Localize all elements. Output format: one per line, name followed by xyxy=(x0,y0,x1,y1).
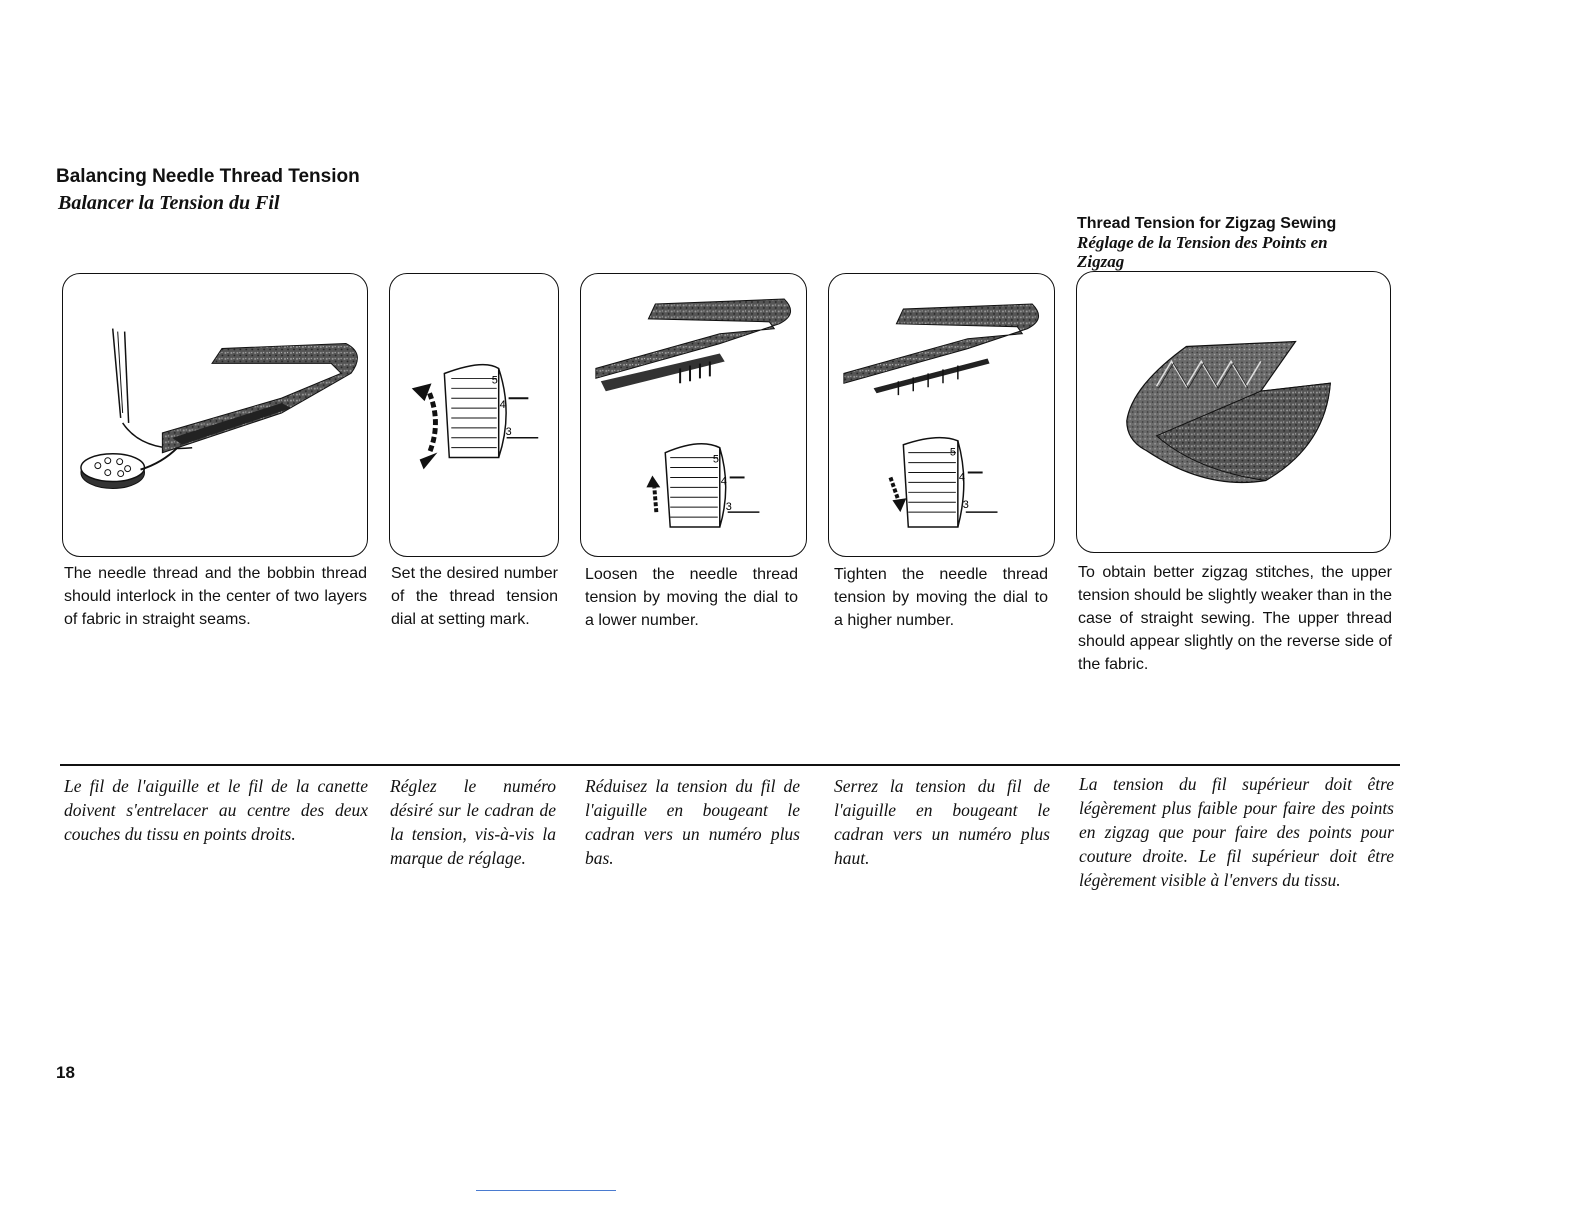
caption-fr: Réglez le numéro désiré sur le cadran de la tension, vis-à-vis la marque de réglage. xyxy=(390,776,556,868)
caption-fr: Le fil de l'aiguille et le fil de la canette doivent s'entrelacer au centre des deux couches du tissu en points droits. xyxy=(64,776,368,844)
dial-number: 4 xyxy=(499,399,506,412)
double-arrow-icon xyxy=(412,383,438,469)
caption-en: The needle thread and the bobbin thread should interlock in the center of two layers of fabric in straight seams. xyxy=(64,565,367,628)
dial-number: 5 xyxy=(949,446,956,459)
arrow-down-icon xyxy=(890,477,906,512)
zigzag-fabric-illustration xyxy=(1076,271,1391,553)
page-title: Balancing Needle Thread Tension xyxy=(56,166,360,187)
tension-dial-icon xyxy=(665,444,759,527)
tension-dial-icon xyxy=(444,365,538,458)
loosen-tension-illustration xyxy=(580,273,807,557)
section-divider xyxy=(60,764,1400,766)
caption-fr: Réduisez la tension du fil de l'aiguille en bougeant le cadran vers un numéro plus bas. xyxy=(585,776,800,868)
caption-en: Tighten the needle thread tension by moving the dial to a higher number. xyxy=(834,566,1048,629)
page-number: 18 xyxy=(56,1063,75,1082)
caption-fr: La tension du fil supérieur doit être légèrement plus faible pour faire des points en zigzag que pour faire des points pour couture droite. Le fil supérieur doit être légèrement visible à l'envers du tissu. xyxy=(1079,774,1394,890)
dial-number: 5 xyxy=(491,374,498,387)
dial-number: 3 xyxy=(725,501,732,514)
tension-dial-icon xyxy=(903,438,997,527)
page-title-french: Balancer la Tension du Fil xyxy=(58,192,280,214)
dial-number: 3 xyxy=(962,499,969,512)
zigzag-heading: Thread Tension for Zigzag Sewing xyxy=(1077,215,1337,232)
caption-en: Set the desired number of the thread tension dial at setting mark. xyxy=(391,565,558,628)
footer-rule xyxy=(476,1190,616,1191)
bobbin-icon xyxy=(81,448,177,489)
dial-number: 3 xyxy=(505,425,512,438)
caption-en: Loosen the needle thread tension by moving the dial to a lower number. xyxy=(585,566,798,629)
arrow-up-icon xyxy=(646,475,660,512)
tension-dial-illustration xyxy=(389,273,559,557)
caption-en: To obtain better zigzag stitches, the upper tension should be slightly weaker than in the case of straight sewing. The upper thread should appear slightly on the reverse side of the fabric. xyxy=(1078,564,1392,673)
zigzag-heading-french: Réglage de la Tension des Points en Zigzag xyxy=(1077,233,1328,271)
dial-number: 5 xyxy=(712,453,719,466)
dial-number: 4 xyxy=(958,471,965,484)
caption-fr: Serrez la tension du fil de l'aiguille en bougeant le cadran vers un numéro plus haut. xyxy=(834,776,1050,868)
needle-bobbin-stitch-illustration xyxy=(62,273,368,557)
dial-number: 4 xyxy=(720,475,727,488)
tighten-tension-illustration xyxy=(828,273,1055,557)
